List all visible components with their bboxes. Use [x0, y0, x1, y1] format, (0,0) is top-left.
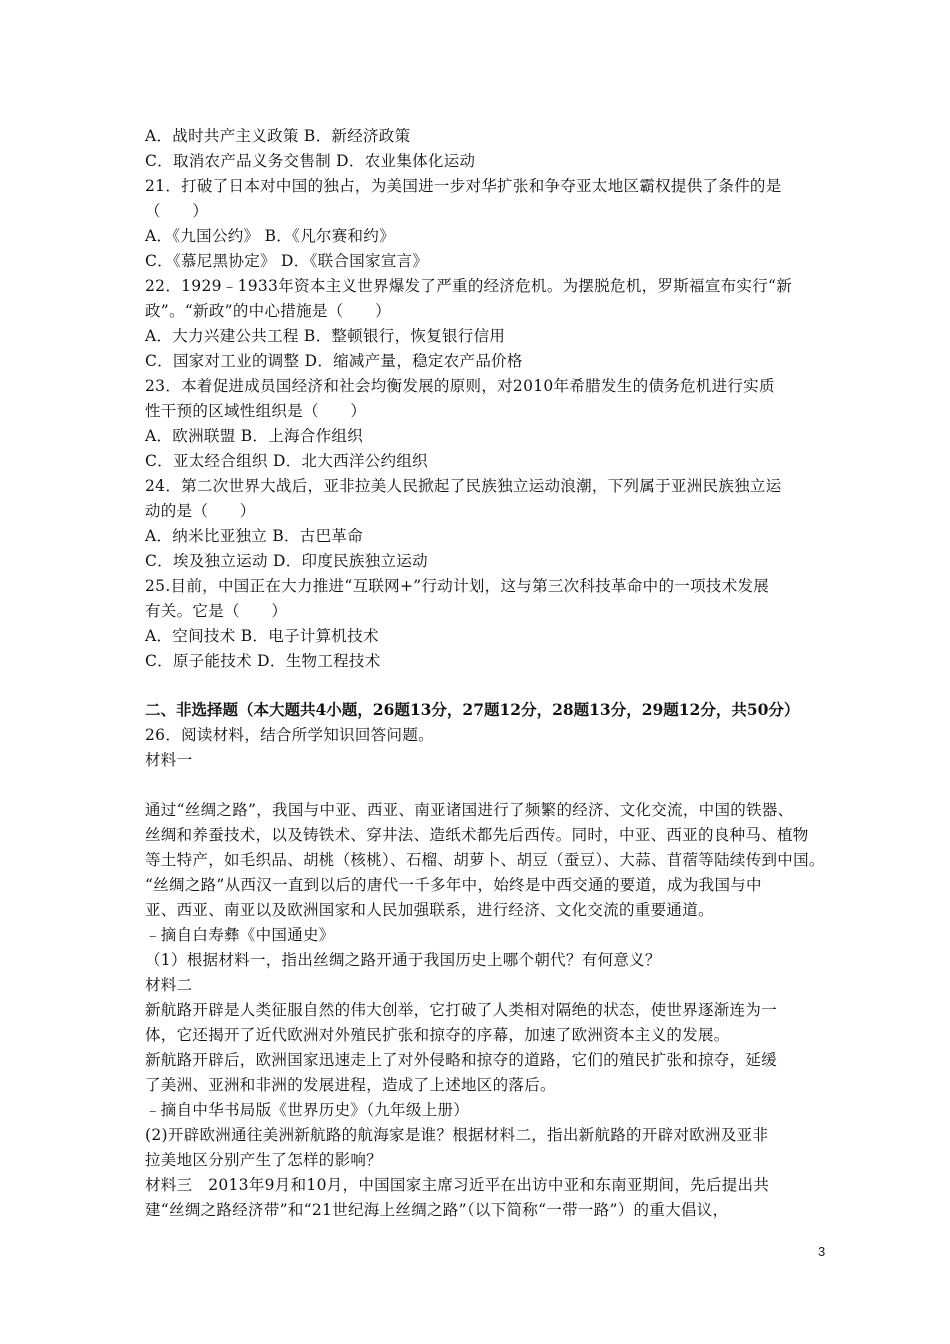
material-2-source: ﹣摘自中华书局版《世界历史》（九年级上册）: [145, 1101, 470, 1119]
option-line: C．原子能技术 D．生物工程技术: [145, 652, 381, 670]
material-2-text: 了美洲、亚洲和非洲的发展进程，造成了上述地区的落后。: [145, 1076, 556, 1094]
material-1-text: 通过“丝绸之路”，我国与中亚、西亚、南亚诸国进行了频繁的经济、文化交流，中国的铁器、: [145, 801, 794, 819]
question-23-stem: 23．本着促进成员国经济和社会均衡发展的原则，对2010年希腊发生的债务危机进行实质: [145, 377, 775, 395]
material-1-text: “丝绸之路”从西汉一直到以后的唐代一千多年中，始终是中西交通的要道，成为我国与中: [145, 876, 762, 894]
question-24-stem-cont: 动的是（ ）: [145, 502, 256, 520]
question-24-stem: 24．第二次世界大战后，亚非拉美人民掀起了民族独立运动浪潮，下列属于亚洲民族独立运: [145, 477, 782, 495]
option-line: C．国家对工业的调整 D．缩减产量，稳定农产品价格: [145, 352, 523, 370]
option-line: C．埃及独立运动 D．印度民族独立运动: [145, 552, 428, 570]
option-line: C．取消农产品义务交售制 D．农业集体化运动: [145, 152, 476, 170]
question-26-1: （1）根据材料一，指出丝绸之路开通于我国历史上哪个朝代？有何意义？: [145, 951, 661, 969]
material-2-text: 新航路开辟后，欧洲国家迅速走上了对外侵略和掠夺的道路，它们的殖民扩张和掠夺，延缓: [145, 1051, 778, 1069]
option-line: A．空间技术 B．电子计算机技术: [145, 627, 379, 645]
material-3-text: 建“丝绸之路经济带”和“21世纪海上丝绸之路”（以下简称“一带一路”）的重大倡议，: [145, 1201, 729, 1219]
material-1-text: 等土特产，如毛织品、胡桃（核桃）、石榴、胡萝卜、胡豆（蚕豆）、大蒜、苜蓿等陆续传到中国。: [145, 851, 825, 869]
option-line: A．战时共产主义政策 B．新经济政策: [145, 127, 411, 145]
material-2-label: 材料二: [145, 976, 193, 994]
material-1-label: 材料一: [145, 751, 193, 769]
section-heading: 二、非选择题（本大题共4小题，26题13分，27题12分，28题13分，29题12分，共50分）: [145, 700, 800, 719]
question-22-stem-cont: 政”。“新政”的中心措施是（ ）: [145, 302, 391, 320]
option-line: A．大力兴建公共工程 B．整顿银行，恢复银行信用: [145, 327, 506, 345]
material-3-text: 材料三 2013年9月和10月，中国国家主席习近平在出访中亚和东南亚期间，先后提出共: [145, 1176, 770, 1194]
question-26-2-cont: 拉美地区分别产生了怎样的影响？: [145, 1151, 383, 1169]
option-line: A．纳米比亚独立 B．古巴革命: [145, 527, 364, 545]
option-line: C．《慕尼黑协定》 D．《联合国家宣言》: [145, 252, 429, 270]
option-line: C．亚太经合组织 D．北大西洋公约组织: [145, 452, 428, 470]
question-22-stem: 22．1929﹣1933年资本主义世界爆发了严重的经济危机。为摆脱危机，罗斯福宣布实行“新: [145, 277, 793, 295]
option-line: A．《九国公约》 B．《凡尔赛和约》: [145, 227, 395, 245]
question-25-stem-cont: 有关。它是（ ）: [145, 602, 288, 620]
question-21-stem-cont: （ ）: [145, 202, 209, 220]
question-21-stem: 21．打破了日本对中国的独占，为美国进一步对华扩张和争夺亚太地区霸权提供了条件的是: [145, 177, 782, 195]
option-line: A．欧洲联盟 B．上海合作组织: [145, 427, 364, 445]
question-23-stem-cont: 性干预的区域性组织是（ ）: [145, 402, 367, 420]
page-number: 3: [818, 1244, 826, 1259]
material-1-text: 丝绸和养蚕技术，以及铸铁术、穿井法、造纸术都先后西传。同时，中亚、西亚的良种马、植物: [145, 826, 809, 844]
question-25-stem: 25.目前，中国正在大力推进“互联网+”行动计划，这与第三次科技革命中的一项技术发展: [145, 577, 770, 595]
material-2-text: 体，它还揭开了近代欧洲对外殖民扩张和掠夺的序幕，加速了欧洲资本主义的发展。: [145, 1026, 730, 1044]
question-26-2: (2)开辟欧洲通往美洲新航路的航海家是谁？根据材料二，指出新航路的开辟对欧洲及亚非: [145, 1126, 769, 1144]
material-1-text: 亚、西亚、南亚以及欧洲国家和人民加强联系，进行经济、文化交流的重要通道。: [145, 901, 714, 919]
material-1-source: ﹣摘自白寿彝《中国通史》: [145, 926, 335, 944]
material-2-text: 新航路开辟是人类征服自然的伟大创举，它打破了人类相对隔绝的状态，使世界逐渐连为一: [145, 1001, 778, 1019]
question-26-stem: 26．阅读材料，结合所学知识回答问题。: [145, 726, 434, 744]
